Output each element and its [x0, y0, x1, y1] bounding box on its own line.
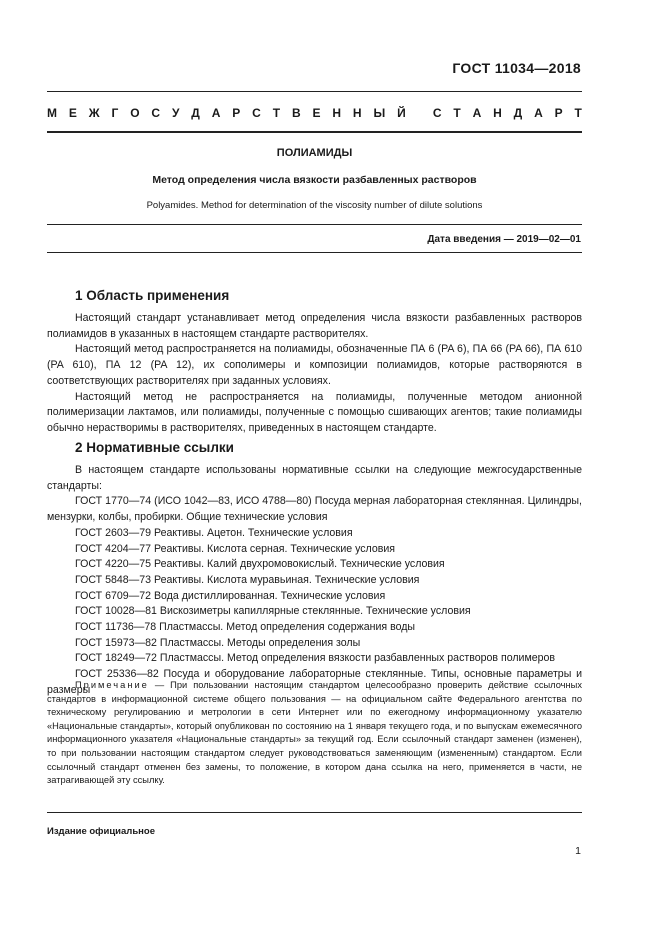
- interstate-letter: С: [252, 106, 261, 120]
- section-1-heading: 1 Область применения: [75, 288, 230, 303]
- interstate-letter: А: [534, 106, 543, 120]
- note-paragraph: [47, 679, 582, 788]
- interstate-standard-label: [47, 106, 582, 120]
- interstate-letter: Д: [191, 106, 200, 120]
- interstate-letter: М: [47, 106, 57, 120]
- interstate-letter: Т: [272, 106, 281, 120]
- interstate-letter: С: [151, 106, 161, 120]
- section-2-intro: В настоящем стандарте использованы нормативные ссылки на следующие межгосударственные стандарты:: [47, 464, 582, 492]
- interstate-letter: Р: [232, 106, 241, 120]
- section-1-paragraph: Настоящий стандарт устанавливает метод определения числа вязкости разбавленных растворов полиамидов в указанных в настоящем стандарте растворителях.: [47, 312, 582, 340]
- interstate-letter: Т: [453, 106, 461, 120]
- interstate-letter: А: [472, 106, 482, 120]
- introduction-date: Дата введения — 2019—02—01: [427, 234, 581, 245]
- header-rule-bottom: [47, 131, 582, 133]
- interstate-letter: Е: [68, 106, 77, 120]
- date-rule: [47, 252, 582, 253]
- reference-item: ГОСТ 15973—82 Пластмассы. Методы определения золы: [75, 636, 361, 649]
- reference-item: ГОСТ 4204—77 Реактивы. Кислота серная. Технические условия: [75, 542, 396, 555]
- document-subtitle-ru: Метод определения числа вязкости разбавленных растворов: [152, 174, 477, 186]
- title-rule: [47, 224, 582, 225]
- note-label: Примечание: [75, 680, 149, 690]
- reference-item: ГОСТ 1770—74 (ИСО 1042—83, ИСО 4788—80) Посуда мерная лабораторная стеклянная. Цилиндры, мензурки, колбы, пробирки. Общие технические условия: [47, 495, 582, 524]
- document-title: ПОЛИАМИДЫ: [276, 147, 353, 159]
- header-rule-top: [47, 91, 582, 92]
- note-block: [47, 679, 582, 788]
- interstate-letter: Й: [397, 106, 406, 120]
- document-number: ГОСТ 11034—2018: [452, 60, 581, 76]
- interstate-letter: Ж: [88, 106, 100, 120]
- interstate-letter: Г: [111, 106, 119, 120]
- interstate-letter: Д: [513, 106, 523, 120]
- interstate-letter: Т: [574, 106, 582, 120]
- section-2-heading: 2 Нормативные ссылки: [75, 440, 234, 455]
- section-1-paragraph: Настоящий метод распространяется на полиамиды, обозначенные ПА 6 (PA 6), ПА 66 (PA 66), ПА 610 (PA 610), ПА 12 (PA 12), их сополимеры и композиции полиамидов, которые растворяются в соответствующих растворителях при заданных условиях.: [47, 343, 582, 387]
- page-number: 1: [575, 845, 581, 857]
- interstate-letter: Н: [352, 106, 362, 120]
- section-2-body: [47, 463, 582, 699]
- reference-item: ГОСТ 25336—82 Посуда и оборудование лабораторные стеклянные. Типы, основные параметры и размеры: [47, 668, 582, 696]
- reference-item: ГОСТ 18249—72 Пластмассы. Метод определения вязкости разбавленных растворов полимеров: [75, 652, 556, 665]
- interstate-letter: Е: [312, 106, 321, 120]
- reference-item: ГОСТ 6709—72 Вода дистиллированная. Технические условия: [75, 589, 386, 602]
- reference-item: ГОСТ 11736—78 Пластмассы. Метод определения содержания воды: [75, 621, 416, 634]
- interstate-letter: В: [291, 106, 301, 120]
- reference-item: ГОСТ 2603—79 Реактивы. Ацетон. Технические условия: [75, 526, 353, 539]
- interstate-letter: У: [171, 106, 180, 120]
- section-1-paragraph: Настоящий метод не распространяется на полиамиды, полученные методом анионной полимеризации лактамов, или полиамиды, полученные с помощью сшивающих агентов; такие полиамиды обычно нерастворимы в растворителях, приведенных в настоящем стандарте.: [47, 390, 582, 434]
- section-1-body: [47, 311, 582, 437]
- edition-label: Издание официальное: [47, 826, 155, 837]
- reference-item: ГОСТ 5848—73 Реактивы. Кислота муравьиная. Технические условия: [75, 573, 420, 586]
- footer-rule: [47, 812, 582, 813]
- interstate-letter: А: [211, 106, 221, 120]
- interstate-letter: [418, 106, 421, 120]
- document-subtitle-en: Polyamides. Method for determination of the viscosity number of dilute solutions: [146, 200, 483, 211]
- note-text: — При пользовании настоящим стандартом целесообразно проверить действие ссылочных стандартов в информационной системе общего пользования — на официальном сайте Федерального агентства по техническому регулированию и метрологии в сети Интернет или по ежегодному информационному указателю «Национальные стандарты», который опубликован по состоянию на 1 января текущего года, и по выпускам ежемесячного информационного указателя «Национальные стандарты» за текущий год. Если ссылочный стандарт заменен (изменен), то при пользовании настоящим стандартом следует руководствоваться заменяющим (измененным) стандартом. Если ссылочный стандарт отменен без замены, то положение, в котором дана ссылка на него, применяется в части, не затрагивающей эту ссылку.: [47, 680, 582, 786]
- interstate-letter: Ы: [373, 106, 386, 120]
- interstate-letter: Р: [554, 106, 563, 120]
- interstate-letter: О: [130, 106, 140, 120]
- interstate-letter: Н: [493, 106, 502, 120]
- reference-item: ГОСТ 10028—81 Вискозиметры капиллярные стеклянные. Технические условия: [75, 605, 471, 618]
- reference-item: ГОСТ 4220—75 Реактивы. Калий двухромовокислый. Технические условия: [75, 558, 445, 571]
- interstate-letter: С: [432, 106, 442, 120]
- interstate-letter: Н: [332, 106, 342, 120]
